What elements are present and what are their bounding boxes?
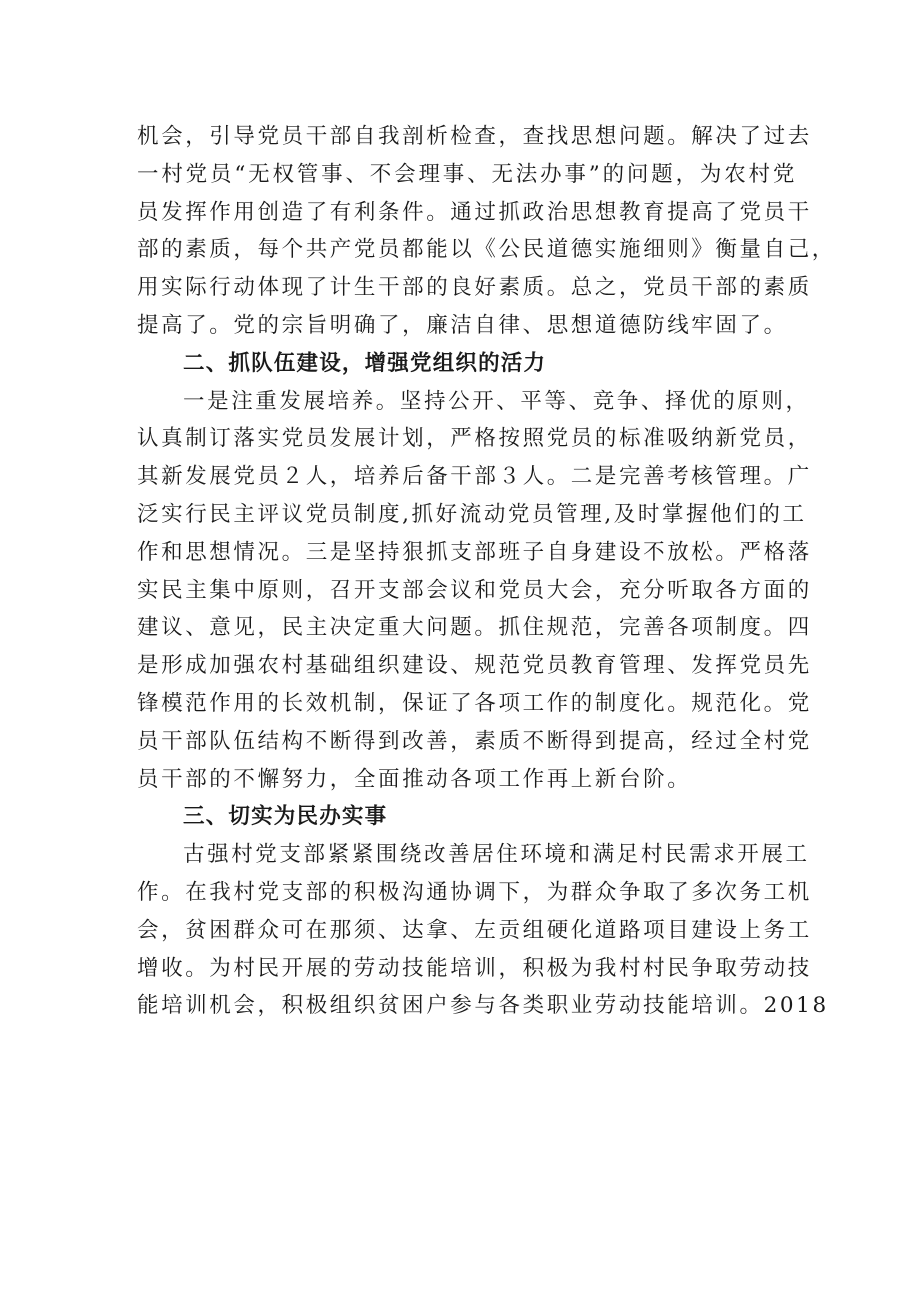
paragraph-line: 用实际行动体现了计生干部的良好素质。总之，党员干部的素质 bbox=[137, 275, 812, 301]
paragraph-line: 一是注重发展培养。坚持公开、平等、竞争、择优的原则， bbox=[183, 388, 810, 414]
paragraph-line: 员发挥作用创造了有利条件。通过抓政治思想教育提高了党员干 bbox=[137, 199, 812, 225]
section-heading-2: 二、抓队伍建设，增强党组织的活力 bbox=[183, 350, 547, 376]
paragraph-line: 认真制订落实党员发展计划，严格按照党员的标准吸纳新党员， bbox=[137, 426, 812, 452]
paragraph-line: 员干部队伍结构不断得到改善，素质不断得到提高，经过全村党 bbox=[137, 728, 812, 754]
paragraph-line: 建议、意见，民主决定重大问题。抓住规范，完善各项制度。四 bbox=[137, 615, 812, 641]
paragraph-line: 机会，引导党员干部自我剖析检查，查找思想问题。解决了过去 bbox=[137, 124, 812, 149]
paragraph-line: 实民主集中原则，召开支部会议和党员大会，充分听取各方面的 bbox=[137, 577, 812, 603]
paragraph-line: 其新发展党员２人，培养后备干部３人。二是完善考核管理。广 bbox=[137, 464, 812, 490]
paragraph-line: 增收。为村民开展的劳动技能培训，积极为我村村民争取劳动技 bbox=[137, 955, 812, 981]
paragraph-line: 泛实行民主评议党员制度,抓好流动党员管理,及时掌握他们的工 bbox=[137, 501, 807, 527]
document-body bbox=[137, 118, 836, 1025]
paragraph-line: 能培训机会，积极组织贫困户参与各类职业劳动技能培训。2018 bbox=[137, 993, 829, 1019]
paragraph-line: 是形成加强农村基础组织建设、规范党员教育管理、发挥党员先 bbox=[137, 653, 812, 679]
paragraph-line: 锋模范作用的长效机制，保证了各项工作的制度化。规范化。党 bbox=[137, 690, 812, 716]
paragraph-line: 作和思想情况。三是坚持狠抓支部班子自身建设不放松。严格落 bbox=[137, 539, 812, 565]
paragraph-line: 作。在我村党支部的积极沟通协调下，为群众争取了多次务工机 bbox=[137, 879, 812, 905]
paragraph-line: 古强村党支部紧紧围绕改善居住环境和满足村民需求开展工 bbox=[183, 842, 810, 868]
paragraph-line: 一村党员“无权管事、不会理事、无法办事”的问题，为农村党 bbox=[137, 161, 797, 187]
paragraph-line: 提高了。党的宗旨明确了，廉洁自律、思想道德防线牢固了。 bbox=[137, 312, 788, 338]
paragraph-line: 会，贫困群众可在那须、达拿、左贡组硬化道路项目建设上务工 bbox=[137, 917, 812, 943]
paragraph-line: 部的素质，每个共产党员都能以《公民道德实施细则》衡量自己， bbox=[137, 237, 836, 263]
section-heading-3: 三、切实为民办实事 bbox=[183, 804, 388, 830]
paragraph-line: 员干部的不懈努力，全面推动各项工作再上新台阶。 bbox=[137, 766, 692, 792]
